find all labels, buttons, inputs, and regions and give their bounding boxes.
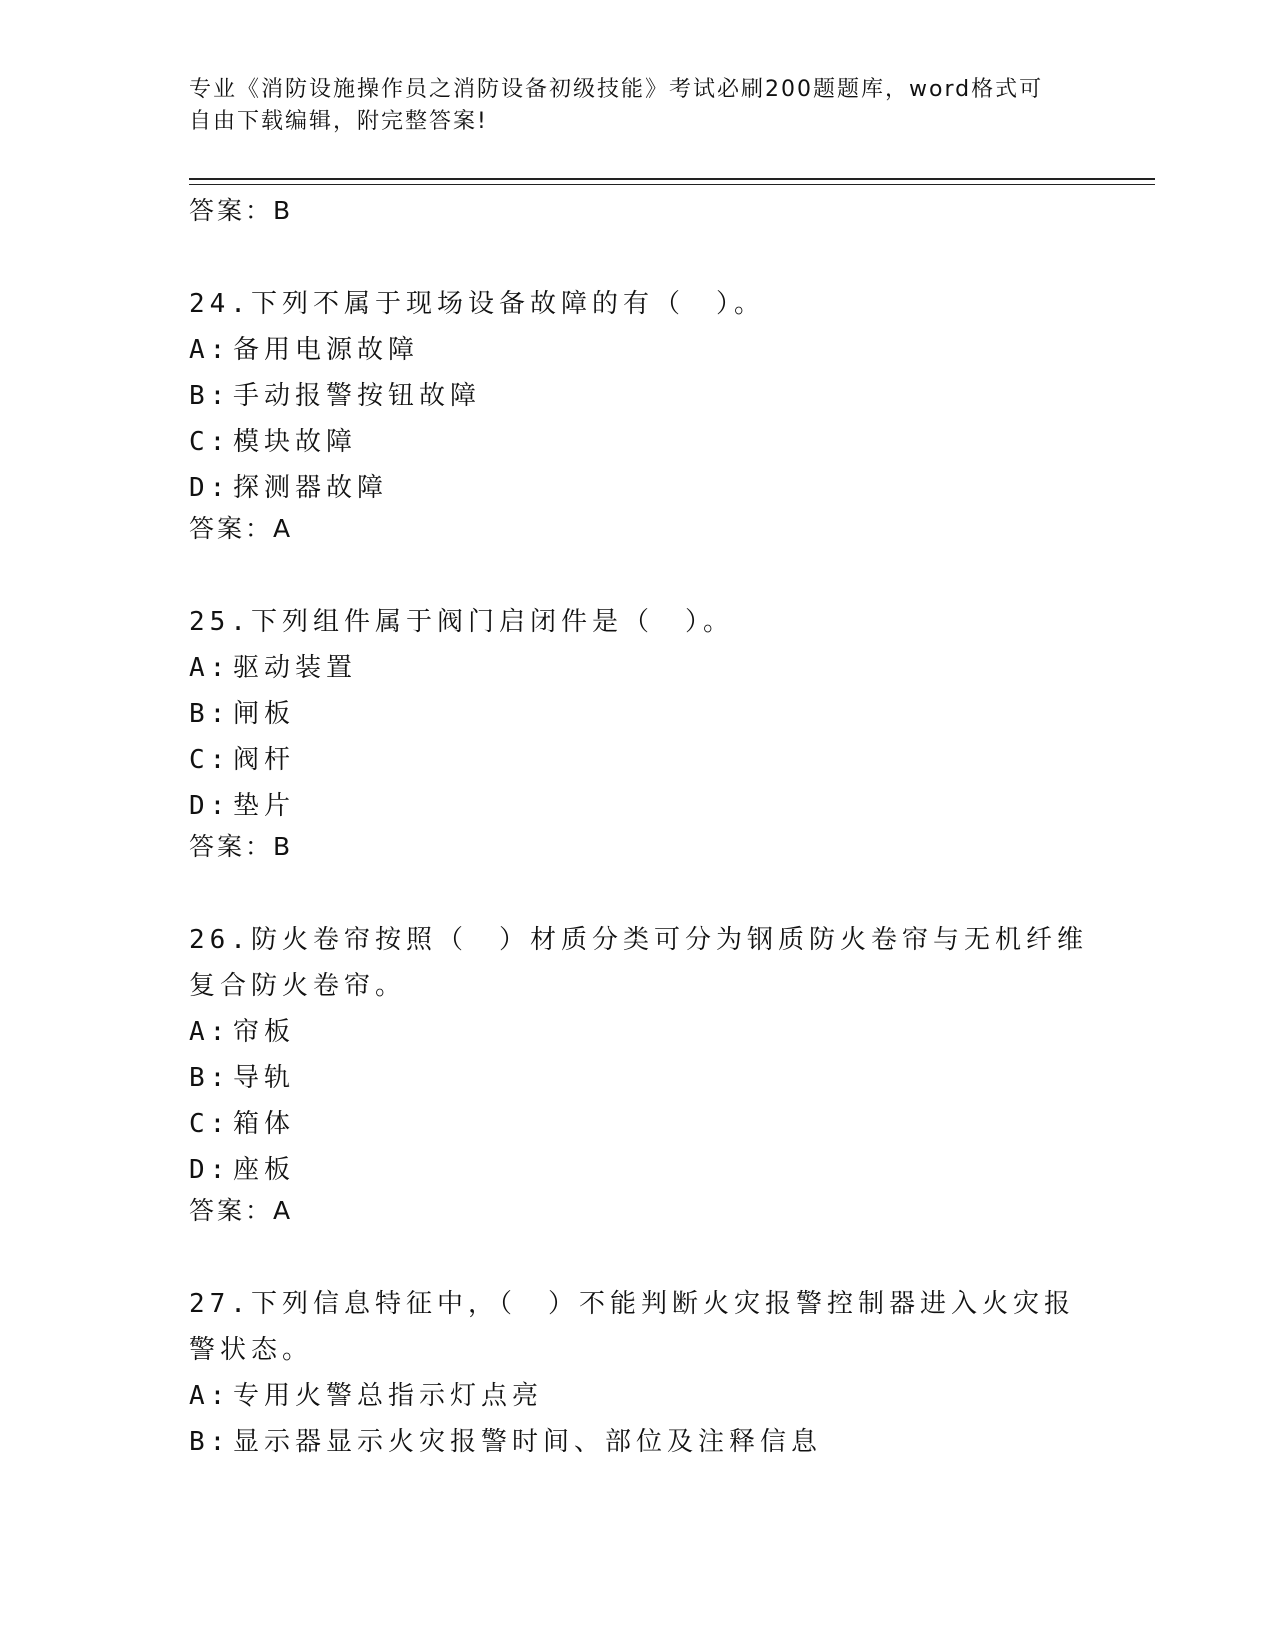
option-c <box>189 419 1089 465</box>
option-d <box>189 465 1089 511</box>
header-divider <box>189 178 1155 180</box>
option-c <box>189 1101 1089 1147</box>
option-b <box>189 1055 1089 1101</box>
option-d <box>189 783 1089 829</box>
option-text: 显示器显示火灾报警时间、部位及注释信息 <box>233 1427 823 1457</box>
document-header <box>189 74 1069 138</box>
option-a <box>189 645 1089 691</box>
answer-line: 答案：B <box>189 196 294 225</box>
option-letter: B: <box>189 699 231 729</box>
header-divider-thin <box>189 184 1155 185</box>
option-text: 闸板 <box>233 699 296 729</box>
option-text: 驱动装置 <box>233 653 358 683</box>
option-letter: B: <box>189 1427 231 1457</box>
question-block <box>189 599 1089 865</box>
option-a <box>189 327 1089 373</box>
option-text: 探测器故障 <box>233 473 389 503</box>
option-letter: A: <box>189 335 231 365</box>
question-text: 25.下列组件属于阀门启闭件是（ ）。 <box>189 607 734 637</box>
question-block <box>189 917 1089 1229</box>
option-text: 备用电源故障 <box>233 335 420 365</box>
option-letter: C: <box>189 1109 231 1139</box>
option-letter: C: <box>189 427 231 457</box>
option-letter: B: <box>189 381 231 411</box>
option-text: 模块故障 <box>233 427 358 457</box>
option-b <box>189 691 1089 737</box>
answer-line: 答案：B <box>189 832 294 861</box>
option-text: 箱体 <box>233 1109 296 1139</box>
option-b <box>189 373 1089 419</box>
answer-line: 答案：A <box>189 514 294 543</box>
option-text: 导轨 <box>233 1063 296 1093</box>
option-b <box>189 1419 1089 1465</box>
option-letter: D: <box>189 1155 231 1185</box>
question-block <box>189 1281 1089 1465</box>
option-letter: B: <box>189 1063 231 1093</box>
option-letter: A: <box>189 1017 231 1047</box>
option-letter: D: <box>189 791 231 821</box>
option-d <box>189 1147 1089 1193</box>
question-block <box>189 281 1089 547</box>
question-text: 27.下列信息特征中，（ ）不能判断火灾报警控制器进入火灾报警状态。 <box>189 1289 1075 1365</box>
option-text: 手动报警按钮故障 <box>233 381 482 411</box>
question-text: 26.防火卷帘按照（ ）材质分类可分为钢质防火卷帘与无机纤维复合防火卷帘。 <box>189 925 1088 1001</box>
option-letter: A: <box>189 653 231 683</box>
header-line-1: 专业《消防设施操作员之消防设备初级技能》考试必刷200题题库，word格式可 <box>189 77 1044 102</box>
header-line-2: 自由下载编辑，附完整答案! <box>189 109 488 134</box>
answer-line: 答案：A <box>189 1196 294 1225</box>
option-text: 垫片 <box>233 791 296 821</box>
option-text: 帘板 <box>233 1017 296 1047</box>
option-a <box>189 1373 1089 1419</box>
option-letter: C: <box>189 745 231 775</box>
question-text: 24.下列不属于现场设备故障的有（ ）。 <box>189 289 765 319</box>
option-a <box>189 1009 1089 1055</box>
question-list <box>189 193 1089 1465</box>
option-text: 专用火警总指示灯点亮 <box>233 1381 544 1411</box>
option-c <box>189 737 1089 783</box>
option-text: 座板 <box>233 1155 296 1185</box>
option-letter: D: <box>189 473 231 503</box>
option-text: 阀杆 <box>233 745 296 775</box>
option-letter: A: <box>189 1381 231 1411</box>
